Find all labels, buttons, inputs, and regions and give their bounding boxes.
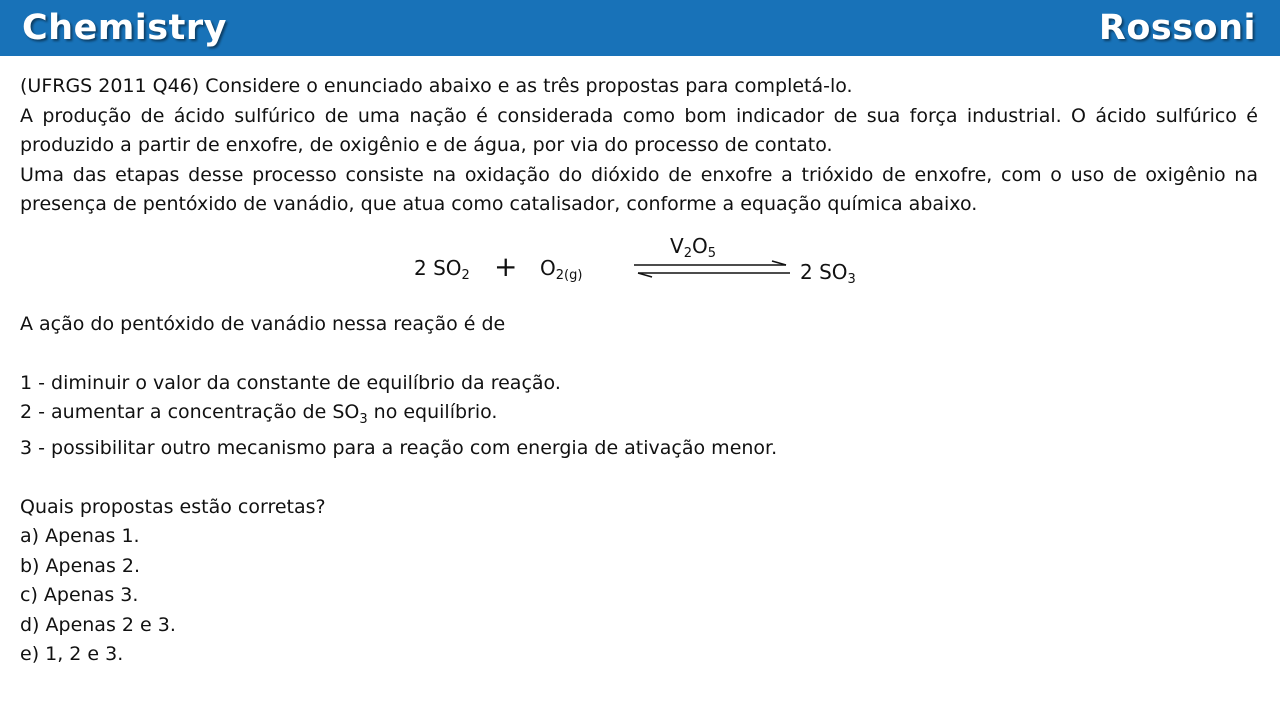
proposition-2: 2 - aumentar a concentração de $SO_3$ no equilíbrio. [20, 401, 498, 427]
question-paragraph-2: Uma das etapas desse processo consiste na oxidação do dióxido de enxofre a trióxido de enxofre, com o uso de oxigênio na presença de pentóxido de vanádio, que atua como catalisador, conforme a equação química abaixo. [20, 163, 1258, 215]
question-prompt: A ação do pentóxido de vanádio nessa reação é de [20, 313, 506, 335]
question-intro: (UFRGS 2011 Q46) Considere o enunciado abaixo e as três propostas para completá-lo. [20, 75, 853, 97]
equation-reactant-so2: 2 $SO_2$ [414, 256, 470, 283]
equation-plus-sign: + [494, 250, 518, 283]
equilibrium-arrow-icon [632, 258, 792, 282]
question-body [20, 310, 1258, 670]
header-subject-title: Chemistry [22, 8, 227, 48]
option-b: b) Apenas 2. [20, 554, 141, 577]
equation-reactant-o2: $O_{2(g)}$ [540, 256, 583, 283]
header-author-title: Rossoni [1098, 8, 1256, 48]
chemical-equation [0, 230, 1280, 310]
proposition-1: 1 - diminuir o valor da constante de equilíbrio da reação. [20, 371, 561, 394]
header-bar [0, 0, 1280, 56]
option-c: c) Apenas 3. [20, 584, 139, 607]
option-e: e) 1, 2 e 3. [20, 643, 124, 666]
equation-product-so3: 2 $SO_3$ [800, 260, 856, 287]
equation-catalyst-v2o5: $V_2O_5$ [670, 234, 716, 261]
question-paragraph-1: A produção de ácido sulfúrico de uma nação é considerada como bom indicador de sua força industrial. O ácido sulfúrico é produzido a partir de enxofre, de oxigênio e de água, por via do processo de contato. [20, 104, 1258, 156]
option-a: a) Apenas 1. [20, 525, 140, 548]
question-text: Quais propostas estão corretas? [20, 495, 326, 518]
question-content [20, 72, 1258, 220]
option-d: d) Apenas 2 e 3. [20, 613, 176, 636]
proposition-3: 3 - possibilitar outro mecanismo para a reação com energia de ativação menor. [20, 437, 778, 460]
